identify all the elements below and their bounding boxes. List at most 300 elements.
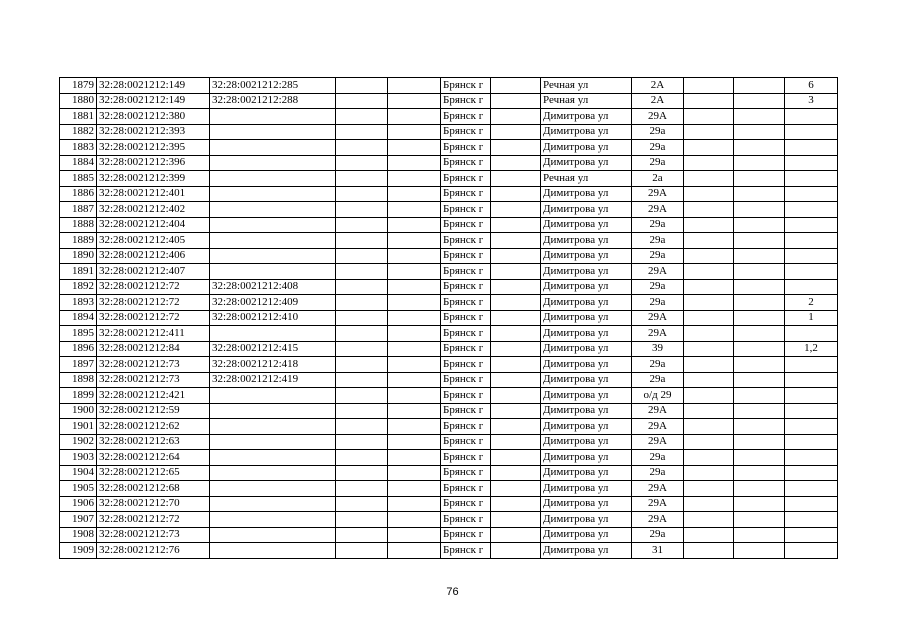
- blank-cell: [684, 450, 734, 466]
- linked-cadastral-number-cell: 32:28:0021212:408: [210, 279, 336, 295]
- table-row: [60, 233, 838, 249]
- blank-cell: [734, 155, 785, 171]
- blank-cell: [336, 326, 388, 342]
- table-row: [60, 341, 838, 357]
- blank-cell: [336, 109, 388, 125]
- city-cell: Брянск г: [441, 512, 491, 528]
- blank-cell: [734, 496, 785, 512]
- cadastral-number-cell: 32:28:0021212:65: [97, 465, 210, 481]
- table-row: [60, 202, 838, 218]
- blank-cell: [388, 248, 441, 264]
- cadastral-number-cell: 32:28:0021212:64: [97, 450, 210, 466]
- blank-cell: [734, 78, 785, 94]
- note-cell: [785, 403, 838, 419]
- house-number-cell: 29А: [632, 186, 684, 202]
- blank-cell: [491, 372, 541, 388]
- row-number-cell: 1903: [60, 450, 97, 466]
- blank-cell: [684, 481, 734, 497]
- linked-cadastral-number-cell: 32:28:0021212:415: [210, 341, 336, 357]
- blank-cell: [388, 171, 441, 187]
- blank-cell: [491, 155, 541, 171]
- city-cell: Брянск г: [441, 481, 491, 497]
- note-cell: [785, 419, 838, 435]
- blank-cell: [491, 326, 541, 342]
- table-row: [60, 248, 838, 264]
- city-cell: Брянск г: [441, 233, 491, 249]
- linked-cadastral-number-cell: 32:28:0021212:410: [210, 310, 336, 326]
- blank-cell: [336, 217, 388, 233]
- row-number-cell: 1891: [60, 264, 97, 280]
- blank-cell: [491, 341, 541, 357]
- row-number-cell: 1889: [60, 233, 97, 249]
- blank-cell: [491, 109, 541, 125]
- table-row: [60, 465, 838, 481]
- blank-cell: [734, 140, 785, 156]
- street-cell: Димитрова ул: [541, 388, 632, 404]
- blank-cell: [684, 419, 734, 435]
- blank-cell: [491, 310, 541, 326]
- city-cell: Брянск г: [441, 403, 491, 419]
- blank-cell: [684, 403, 734, 419]
- city-cell: Брянск г: [441, 310, 491, 326]
- street-cell: Димитрова ул: [541, 372, 632, 388]
- blank-cell: [388, 341, 441, 357]
- city-cell: Брянск г: [441, 109, 491, 125]
- cadastral-number-cell: 32:28:0021212:73: [97, 357, 210, 373]
- row-number-cell: 1886: [60, 186, 97, 202]
- blank-cell: [491, 527, 541, 543]
- table-row: [60, 326, 838, 342]
- blank-cell: [684, 310, 734, 326]
- cadastral-number-cell: 32:28:0021212:72: [97, 279, 210, 295]
- blank-cell: [734, 450, 785, 466]
- blank-cell: [388, 481, 441, 497]
- linked-cadastral-number-cell: [210, 434, 336, 450]
- linked-cadastral-number-cell: [210, 419, 336, 435]
- city-cell: Брянск г: [441, 248, 491, 264]
- blank-cell: [336, 310, 388, 326]
- table-row: [60, 109, 838, 125]
- blank-cell: [336, 512, 388, 528]
- table-row: [60, 543, 838, 559]
- note-cell: [785, 186, 838, 202]
- house-number-cell: 29а: [632, 465, 684, 481]
- street-cell: Димитрова ул: [541, 527, 632, 543]
- cadastral-number-cell: 32:28:0021212:72: [97, 512, 210, 528]
- city-cell: Брянск г: [441, 434, 491, 450]
- note-cell: [785, 279, 838, 295]
- blank-cell: [388, 155, 441, 171]
- linked-cadastral-number-cell: [210, 403, 336, 419]
- cadastral-number-cell: 32:28:0021212:68: [97, 481, 210, 497]
- city-cell: Брянск г: [441, 388, 491, 404]
- street-cell: Речная ул: [541, 93, 632, 109]
- house-number-cell: 29А: [632, 109, 684, 125]
- city-cell: Брянск г: [441, 93, 491, 109]
- note-cell: [785, 481, 838, 497]
- table-row: [60, 434, 838, 450]
- blank-cell: [491, 481, 541, 497]
- street-cell: Димитрова ул: [541, 279, 632, 295]
- blank-cell: [684, 171, 734, 187]
- city-cell: Брянск г: [441, 543, 491, 559]
- street-cell: Димитрова ул: [541, 202, 632, 218]
- note-cell: [785, 543, 838, 559]
- blank-cell: [388, 419, 441, 435]
- blank-cell: [336, 93, 388, 109]
- blank-cell: [684, 93, 734, 109]
- blank-cell: [734, 543, 785, 559]
- blank-cell: [491, 295, 541, 311]
- cadastral-number-cell: 32:28:0021212:73: [97, 527, 210, 543]
- row-number-cell: 1907: [60, 512, 97, 528]
- house-number-cell: 29А: [632, 512, 684, 528]
- house-number-cell: 29а: [632, 372, 684, 388]
- row-number-cell: 1879: [60, 78, 97, 94]
- house-number-cell: 29А: [632, 496, 684, 512]
- blank-cell: [734, 527, 785, 543]
- blank-cell: [684, 186, 734, 202]
- blank-cell: [388, 357, 441, 373]
- blank-cell: [734, 434, 785, 450]
- blank-cell: [734, 341, 785, 357]
- blank-cell: [336, 233, 388, 249]
- blank-cell: [336, 388, 388, 404]
- blank-cell: [684, 527, 734, 543]
- street-cell: Димитрова ул: [541, 496, 632, 512]
- blank-cell: [336, 341, 388, 357]
- street-cell: Димитрова ул: [541, 295, 632, 311]
- city-cell: Брянск г: [441, 78, 491, 94]
- city-cell: Брянск г: [441, 527, 491, 543]
- row-number-cell: 1892: [60, 279, 97, 295]
- blank-cell: [491, 171, 541, 187]
- blank-cell: [336, 248, 388, 264]
- cadastral-number-cell: 32:28:0021212:72: [97, 295, 210, 311]
- table-row: [60, 388, 838, 404]
- street-cell: Димитрова ул: [541, 186, 632, 202]
- blank-cell: [734, 326, 785, 342]
- blank-cell: [684, 512, 734, 528]
- linked-cadastral-number-cell: [210, 233, 336, 249]
- row-number-cell: 1898: [60, 372, 97, 388]
- blank-cell: [336, 357, 388, 373]
- blank-cell: [388, 202, 441, 218]
- street-cell: Димитрова ул: [541, 326, 632, 342]
- house-number-cell: 29а: [632, 217, 684, 233]
- blank-cell: [734, 357, 785, 373]
- blank-cell: [684, 248, 734, 264]
- blank-cell: [734, 310, 785, 326]
- note-cell: 2: [785, 295, 838, 311]
- linked-cadastral-number-cell: [210, 543, 336, 559]
- note-cell: [785, 326, 838, 342]
- cadastral-number-cell: 32:28:0021212:380: [97, 109, 210, 125]
- linked-cadastral-number-cell: [210, 450, 336, 466]
- blank-cell: [336, 527, 388, 543]
- blank-cell: [491, 264, 541, 280]
- linked-cadastral-number-cell: [210, 388, 336, 404]
- house-number-cell: 29а: [632, 233, 684, 249]
- row-number-cell: 1897: [60, 357, 97, 373]
- linked-cadastral-number-cell: 32:28:0021212:419: [210, 372, 336, 388]
- blank-cell: [336, 202, 388, 218]
- blank-cell: [734, 419, 785, 435]
- street-cell: Речная ул: [541, 78, 632, 94]
- linked-cadastral-number-cell: [210, 264, 336, 280]
- blank-cell: [684, 202, 734, 218]
- cadastral-number-cell: 32:28:0021212:404: [97, 217, 210, 233]
- note-cell: [785, 496, 838, 512]
- house-number-cell: 29А: [632, 310, 684, 326]
- house-number-cell: 2А: [632, 93, 684, 109]
- blank-cell: [684, 326, 734, 342]
- table-row: [60, 140, 838, 156]
- blank-cell: [734, 512, 785, 528]
- house-number-cell: 31: [632, 543, 684, 559]
- street-cell: Димитрова ул: [541, 310, 632, 326]
- blank-cell: [336, 543, 388, 559]
- row-number-cell: 1900: [60, 403, 97, 419]
- cadastral-number-cell: 32:28:0021212:405: [97, 233, 210, 249]
- blank-cell: [336, 155, 388, 171]
- street-cell: Димитрова ул: [541, 543, 632, 559]
- linked-cadastral-number-cell: [210, 109, 336, 125]
- note-cell: [785, 372, 838, 388]
- city-cell: Брянск г: [441, 264, 491, 280]
- blank-cell: [388, 450, 441, 466]
- table-row: [60, 310, 838, 326]
- street-cell: Димитрова ул: [541, 341, 632, 357]
- blank-cell: [491, 124, 541, 140]
- linked-cadastral-number-cell: [210, 465, 336, 481]
- blank-cell: [388, 109, 441, 125]
- blank-cell: [684, 465, 734, 481]
- blank-cell: [491, 419, 541, 435]
- street-cell: Димитрова ул: [541, 248, 632, 264]
- cadastral-number-cell: 32:28:0021212:396: [97, 155, 210, 171]
- street-cell: Димитрова ул: [541, 140, 632, 156]
- linked-cadastral-number-cell: 32:28:0021212:288: [210, 93, 336, 109]
- page-number: 76: [446, 586, 459, 598]
- street-cell: Димитрова ул: [541, 419, 632, 435]
- street-cell: Димитрова ул: [541, 512, 632, 528]
- cadastral-number-cell: 32:28:0021212:401: [97, 186, 210, 202]
- blank-cell: [388, 93, 441, 109]
- note-cell: [785, 217, 838, 233]
- blank-cell: [734, 202, 785, 218]
- registry-table: [59, 77, 838, 559]
- blank-cell: [684, 496, 734, 512]
- house-number-cell: 29А: [632, 434, 684, 450]
- table-row: [60, 403, 838, 419]
- city-cell: Брянск г: [441, 217, 491, 233]
- blank-cell: [684, 140, 734, 156]
- house-number-cell: 29а: [632, 124, 684, 140]
- row-number-cell: 1894: [60, 310, 97, 326]
- note-cell: [785, 140, 838, 156]
- blank-cell: [491, 233, 541, 249]
- blank-cell: [491, 403, 541, 419]
- street-cell: Димитрова ул: [541, 357, 632, 373]
- blank-cell: [388, 310, 441, 326]
- house-number-cell: 29а: [632, 295, 684, 311]
- blank-cell: [388, 186, 441, 202]
- table-row: [60, 78, 838, 94]
- blank-cell: [491, 279, 541, 295]
- cadastral-number-cell: 32:28:0021212:395: [97, 140, 210, 156]
- house-number-cell: 29а: [632, 155, 684, 171]
- city-cell: Брянск г: [441, 419, 491, 435]
- cadastral-number-cell: 32:28:0021212:402: [97, 202, 210, 218]
- city-cell: Брянск г: [441, 171, 491, 187]
- house-number-cell: 2а: [632, 171, 684, 187]
- blank-cell: [734, 465, 785, 481]
- blank-cell: [336, 403, 388, 419]
- city-cell: Брянск г: [441, 341, 491, 357]
- blank-cell: [336, 279, 388, 295]
- street-cell: Димитрова ул: [541, 481, 632, 497]
- house-number-cell: о/д 29: [632, 388, 684, 404]
- blank-cell: [491, 140, 541, 156]
- note-cell: [785, 248, 838, 264]
- cadastral-number-cell: 32:28:0021212:149: [97, 78, 210, 94]
- cadastral-number-cell: 32:28:0021212:421: [97, 388, 210, 404]
- row-number-cell: 1882: [60, 124, 97, 140]
- table-row: [60, 357, 838, 373]
- note-cell: 1: [785, 310, 838, 326]
- blank-cell: [684, 357, 734, 373]
- city-cell: Брянск г: [441, 124, 491, 140]
- blank-cell: [734, 233, 785, 249]
- blank-cell: [734, 372, 785, 388]
- house-number-cell: 29а: [632, 450, 684, 466]
- blank-cell: [734, 264, 785, 280]
- blank-cell: [336, 295, 388, 311]
- blank-cell: [336, 496, 388, 512]
- row-number-cell: 1899: [60, 388, 97, 404]
- blank-cell: [388, 124, 441, 140]
- blank-cell: [734, 279, 785, 295]
- linked-cadastral-number-cell: [210, 155, 336, 171]
- street-cell: Димитрова ул: [541, 450, 632, 466]
- table-row: [60, 481, 838, 497]
- blank-cell: [684, 388, 734, 404]
- linked-cadastral-number-cell: [210, 481, 336, 497]
- city-cell: Брянск г: [441, 202, 491, 218]
- cadastral-number-cell: 32:28:0021212:149: [97, 93, 210, 109]
- cadastral-number-cell: 32:28:0021212:399: [97, 171, 210, 187]
- blank-cell: [336, 419, 388, 435]
- city-cell: Брянск г: [441, 450, 491, 466]
- blank-cell: [388, 295, 441, 311]
- linked-cadastral-number-cell: [210, 248, 336, 264]
- table-row: [60, 171, 838, 187]
- note-cell: [785, 124, 838, 140]
- house-number-cell: 29а: [632, 248, 684, 264]
- linked-cadastral-number-cell: [210, 217, 336, 233]
- note-cell: [785, 527, 838, 543]
- cadastral-number-cell: 32:28:0021212:411: [97, 326, 210, 342]
- blank-cell: [734, 217, 785, 233]
- blank-cell: [388, 326, 441, 342]
- blank-cell: [388, 388, 441, 404]
- blank-cell: [491, 496, 541, 512]
- blank-cell: [336, 481, 388, 497]
- street-cell: Димитрова ул: [541, 109, 632, 125]
- cadastral-number-cell: 32:28:0021212:393: [97, 124, 210, 140]
- blank-cell: [491, 78, 541, 94]
- row-number-cell: 1887: [60, 202, 97, 218]
- cadastral-number-cell: 32:28:0021212:59: [97, 403, 210, 419]
- blank-cell: [491, 357, 541, 373]
- note-cell: [785, 264, 838, 280]
- blank-cell: [734, 248, 785, 264]
- table-row: [60, 155, 838, 171]
- blank-cell: [684, 372, 734, 388]
- table-row: [60, 186, 838, 202]
- street-cell: Димитрова ул: [541, 264, 632, 280]
- house-number-cell: 29а: [632, 527, 684, 543]
- blank-cell: [684, 155, 734, 171]
- city-cell: Брянск г: [441, 465, 491, 481]
- row-number-cell: 1906: [60, 496, 97, 512]
- street-cell: Димитрова ул: [541, 124, 632, 140]
- cadastral-number-cell: 32:28:0021212:62: [97, 419, 210, 435]
- blank-cell: [491, 512, 541, 528]
- cadastral-number-cell: 32:28:0021212:70: [97, 496, 210, 512]
- note-cell: [785, 512, 838, 528]
- note-cell: 3: [785, 93, 838, 109]
- row-number-cell: 1896: [60, 341, 97, 357]
- note-cell: [785, 434, 838, 450]
- blank-cell: [684, 109, 734, 125]
- street-cell: Речная ул: [541, 171, 632, 187]
- table-row: [60, 295, 838, 311]
- blank-cell: [336, 186, 388, 202]
- linked-cadastral-number-cell: [210, 202, 336, 218]
- street-cell: Димитрова ул: [541, 217, 632, 233]
- blank-cell: [336, 465, 388, 481]
- table-row: [60, 527, 838, 543]
- row-number-cell: 1901: [60, 419, 97, 435]
- note-cell: 1,2: [785, 341, 838, 357]
- cadastral-number-cell: 32:28:0021212:407: [97, 264, 210, 280]
- blank-cell: [336, 78, 388, 94]
- street-cell: Димитрова ул: [541, 434, 632, 450]
- blank-cell: [388, 279, 441, 295]
- blank-cell: [388, 527, 441, 543]
- note-cell: [785, 450, 838, 466]
- blank-cell: [336, 434, 388, 450]
- blank-cell: [734, 93, 785, 109]
- row-number-cell: 1884: [60, 155, 97, 171]
- linked-cadastral-number-cell: [210, 527, 336, 543]
- house-number-cell: 29А: [632, 419, 684, 435]
- linked-cadastral-number-cell: [210, 124, 336, 140]
- note-cell: [785, 357, 838, 373]
- house-number-cell: 29А: [632, 481, 684, 497]
- blank-cell: [336, 450, 388, 466]
- house-number-cell: 39: [632, 341, 684, 357]
- blank-cell: [684, 543, 734, 559]
- blank-cell: [388, 78, 441, 94]
- row-number-cell: 1893: [60, 295, 97, 311]
- street-cell: Димитрова ул: [541, 403, 632, 419]
- blank-cell: [336, 124, 388, 140]
- cadastral-number-cell: 32:28:0021212:63: [97, 434, 210, 450]
- blank-cell: [336, 372, 388, 388]
